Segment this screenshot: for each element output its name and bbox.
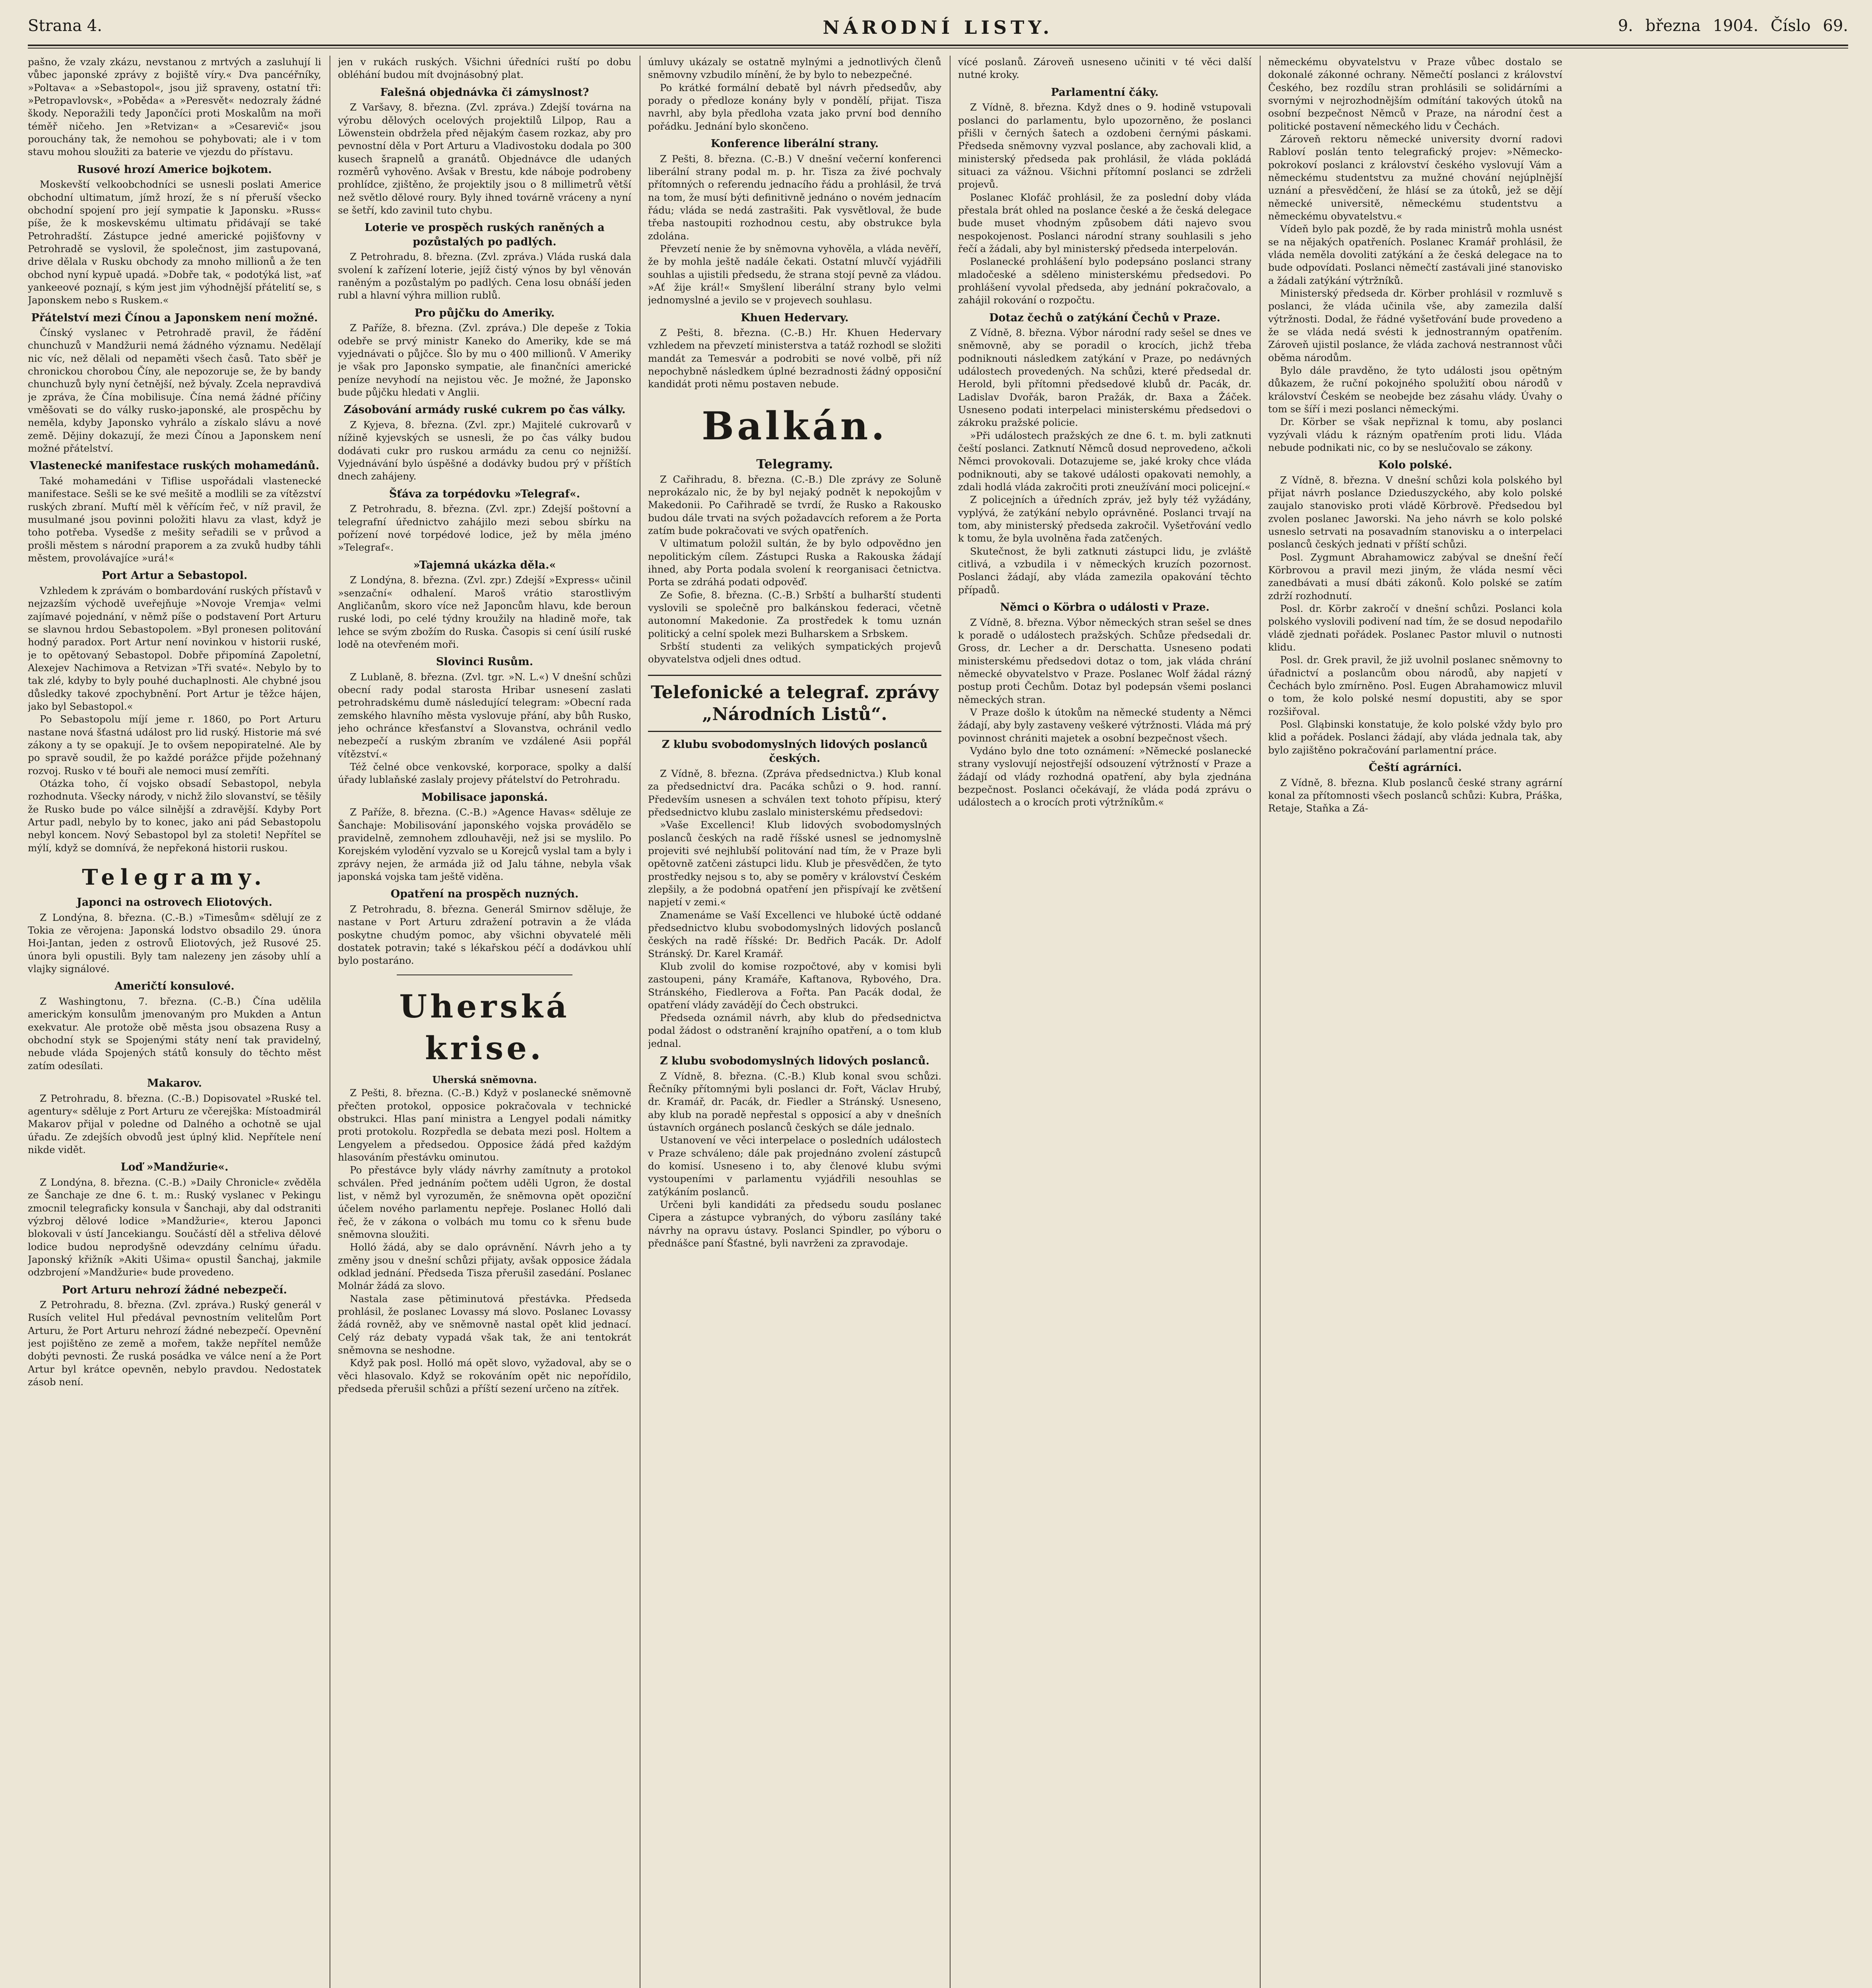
column-5 [1268, 56, 1562, 1988]
article-paragraph: Z Petrohradu, 8. března. (Zvl. zpráva.) Ruský generál v Rusích velitel Hul předával pevnostním velitelům Port Arturu, že Port Arturu nehrozí žádné nebezpečí. Opevnění jest pojištěno ze země a mořem, takže nepřítel nemůže dobýti pevnosti. Že ruská posádka ve válce není a že Port Artur byl krátce opevněn, nebylo pravdou. Nedostatek zásob není. [28, 1299, 321, 1388]
article-paragraph: Když pak posl. Holló má opět slovo, vyžadoval, aby se o věci hlasovalo. Když se rokováním opět nic nepořídilo, předseda přerušil schůzi a příští sezení určeno na zítřek. [338, 1357, 631, 1395]
article-paragraph: Z Petrohradu, 8. března. (C.-B.) Dopisovatel »Ruské tel. agentury« sděluje z Port Arturu ze včerejška: Místoadmirál Makarov přijal v poledne od Dalného a ochotně se ujal úřadu. Ze zdejších obvodů jest úplný klid. Nepřítele není nikde vidět. [28, 1092, 321, 1155]
article-paragraph: Posl. Gląbinski konstatuje, že kolo polské vždy bylo pro klid a pořádek. Poslanci žádají, aby vláda jednala tak, aby bylo zajištěno pokračování parlamentní práce. [1268, 718, 1562, 756]
article-paragraph: V Praze došlo k útokům na německé studenty a Němci žádají, aby byly zastaveny veškeré výtržnosti. Vláda má prý povinnost chrániti majetek a osobní bezpečnost všech. [958, 706, 1251, 744]
section-heading-hungarian-crisis: Uherská krise. [399, 987, 570, 1067]
article-paragraph: Z Vídně, 8. března. Výbor národní rady sešel se dnes ve sněmovně, aby se poradil o krocích, jichž třeba podniknouti následkem zatýkání v Praze, po nedávných událostech provedených. Na schůzi, které předsedal dr. Herold, byli přítomni předsedové klubů dr. Pacák, dr. Ladislav Dvořák, baron Pražák, dr. Baxa a Žáček. Usneseno podati interpelaci ministerskému předsedovi o zákroku pražské policie. [958, 327, 1251, 429]
article-headline: Falešná objednávka či zámyslnost? [380, 86, 589, 99]
newspaper-masthead-title: NÁRODNÍ LISTY. [823, 17, 1053, 38]
article-paragraph: V ultimatum položil sultán, že by bylo odpovědno jen nepolitickým cílem. Zástupci Ruska a Rakouska žádají ihned, aby Porta podala svolení k reorganisaci četnictva. Porta se zdráhá podati odpověď. [648, 538, 941, 588]
article-paragraph: Také mohamedáni v Tiflise uspořádali vlastenecké manifestace. Sešli se ke své mešitě a modlili se za vítězství ruských zbraní. Muftí měl k věřícím řeč, v níž pravil, že musulmané jsou povinni položiti hlavu za vlast, když je toho potřeba. Vysedše z mešity seřadili se v průvod a prošli městem s národní praporem a za zvuků hudby táhli městem, provolávajíce »urá!« [28, 475, 321, 564]
article-paragraph: Z policejních a úředních zpráv, jež byly též vyžádány, vyplývá, že zatýkání nebylo oprávněné. Poslanci trvají na tom, aby ministerský předseda zakročil. Vyšetřování vedlo k tomu, že byla uvolněna řada zatčených. [958, 494, 1251, 544]
section-heading-telegrams: Telegramy. [82, 864, 267, 890]
article-paragraph: Převzetí nenie že by sněmovna vyhověla, a vláda nevěří, že by mohla ještě nadále čekati. Ostatní mluvčí vyjádřili souhlas a ujistili předsedu, že strana stojí pevně za vládou. »Ať žije král!« Smyšlení liberální strany bylo velmi jednomyslné a jevilo se v projevech souhlasu. [648, 243, 941, 306]
article-headline: Port Arturu nehrozí žádné nebezpečí. [62, 1283, 287, 1296]
article-paragraph: vícé poslanů. Zároveň usneseno učiniti v té věci další nutné kroky. [958, 56, 1251, 81]
article-headline: Z klubu svobodomyslných lidových poslanců českých. [662, 738, 928, 765]
article-paragraph: Ustanovení ve věci interpelace o posledních událostech v Praze schváleno; dále pak projednáno zvolení zástupců do komisí. Usneseno i to, aby členové klubu svými vystoupeními v parlamentu vyjádřili nesouhlas se zatýkáním poslanců. [648, 1134, 941, 1198]
article-paragraph: Otázka toho, čí vojsko obsadí Sebastopol, nebyla rozhodnuta. Všecky národy, v nichž žilo slovanství, se těšily že Rusko bude po válce silnější a zdravější. Kdyby Port Artur padl, nebylo by to konec, jako ani pád Sebastopolu nebyl koncem. Nový Sebastopol byl za stoleti! Nepřítel se mýlí, když se domnívá, že nepřekoná historii ruskou. [28, 777, 321, 854]
article-headline: Přátelství mezi Čínou a Japonskem není možné. [31, 311, 318, 324]
article-headline: Slovinci Rusům. [436, 656, 533, 668]
article-headline: Němci o Körbra o události v Praze. [1000, 601, 1210, 614]
column-divider [950, 56, 951, 1988]
article-columns [28, 56, 1848, 1988]
section-subheading: Uherská sněmovna. [432, 1074, 537, 1085]
article-paragraph: Po Sebastopolu míjí jeme r. 1860, po Port Arturu nastane nová šťastná událost pro lid ruský. Historie má své zákony a ty se opakují. Je to ovšem nepopiratelné. Ale by po spravě soudil, že po každé porážce přijde požehnaný rozvoj. Rusko v té bouři ale nemoci musí zemříti. [28, 713, 321, 777]
article-paragraph: Předseda oznámil návrh, aby klub do předsednictva podal žádost o odstranění krajního opatření, a o tom klub jednal. [648, 1012, 941, 1049]
article-headline: Kolo polské. [1378, 459, 1453, 472]
article-paragraph: Posl. Zygmunt Abrahamowicz zabýval se dnešní řečí Körbrovou a pravil mezi jiným, že vláda nesmí věci zanedbávati a musí dbáti zákonů. Kolo polské se zatím zdrží rozhodnutí. [1268, 551, 1562, 602]
article-paragraph: Z Londýna, 8. března. (Zvl. zpr.) Zdejší »Express« učinil »senzační« odhalení. Maroš vrátio starostlivým Angličanům, skoro více než Japoncům hlavu, kde beroun ruské lodi, po celé týdny kroužily na hladině moře, tak lehce se svým zbožím do Ruska. Časopis si cení úsilí ruské lodě na otevřeném moři. [338, 574, 631, 650]
article-paragraph: Po přestávce byly vlády návrhy zamítnuty a protokol schválen. Před jednáním počtem uděli Ugron, že dostal list, v němž byl vyrozuměn, že sněmovna opět opoziční účelem nového parlamentu nepřeje. Poslanec Holló dali řeč, že v zákona o volbách mu tomu co k sřenu bude sněmovna sloužiti. [338, 1164, 631, 1241]
article-headline: Mobilisace japonská. [421, 791, 548, 804]
article-paragraph: úmluvy ukázaly se ostatně mylnými a jednotlivých členů sněmovny vzbudilo mínění, že by bylo to nebezpečné. [648, 56, 941, 81]
header-rule [28, 45, 1848, 46]
article-paragraph: Z Petrohradu, 8. března. Generál Smirnov sděluje, že nastane v Port Arturu zdražení potravin a že vláda poskytne chudým pomoc, aby všichni obyvatelé měli dostatek potravin; také s lékařskou péčí a dodávkou uhlí bylo postaráno. [338, 903, 631, 967]
article-paragraph: Z Washingtonu, 7. března. (C.-B.) Čína udělila americkým konsulům jmenovaným pro Mukden a Antun exekvatur. Ale protože obě města jsou obsazena Rusy a obchodní styk se Spojenými státy není tak pravidelný, nebude vláda Spojených států konsuly do těchto měst zatím odesílati. [28, 996, 321, 1072]
article-headline: Šťáva za torpédovku »Telegraf«. [389, 487, 580, 500]
article-paragraph: Bylo dále pravděno, že tyto události jsou opětným důkazem, že ruční pokojného spolužití obou národů v království Českém se neobejde bez zásahu vlády. Úvahy o tom se šíří i mezi poslanci německými. [1268, 364, 1562, 415]
column-4 [958, 56, 1251, 1988]
article-paragraph: Též čelné obce venkovské, korporace, spolky a další úřady lublaňské zaslaly projevy přátelství do Petrohradu. [338, 761, 631, 786]
article-paragraph: Z Vídně, 8. března. Výbor německých stran sešel se dnes k poradě o událostech pražských. Schůze předsedali dr. Gross, dr. Lecher a dr. Derschatta. Usneseno podati ministerskému předsedovi dotaz o tom, jak vláda chrání německé obyvatelstvo v Praze. Poslanec Wolf žádal rázný postup proti Čechům. Dotaz byl podepsán všemi poslanci německých stran. [958, 616, 1251, 705]
section-heading-balkan: Balkán. [702, 403, 888, 448]
article-paragraph: Ze Sofie, 8. března. (C.-B.) Srbští a bulharští studenti vyslovili se společně pro balkánskou federaci, včetně autonomní Makedonie. Za prostředek k tomu uznán politický a celní spolek mezi Bulharskem a Srbskem. [648, 589, 941, 639]
article-paragraph: Z Vídně, 8. března. (C.-B.) Klub konal svou schůzi. Řečníky přítomnými byli poslanci dr. Fořt, Václav Hrubý, dr. Kramář, dr. Pacák, dr. Fiedler a Stránský. Usneseno, aby klub na poradě nepřestal s opposicí a aby v dnešních ústavních orgánech poslanců českých se dále jednalo. [648, 1070, 941, 1134]
article-paragraph: Poslanecké prohlášení bylo podepsáno poslanci strany mladočeské a sděleno ministerskému předsedovi. Po prohlášení vyvolal předseda, aby jednání pokračovalo, a zahájil rokování o rozpočtu. [958, 256, 1251, 306]
article-paragraph: Z Pešti, 8. března. (C.-B.) Hr. Khuen Hedervary vzhledem na převzetí ministerstva a tatáž rozhodl se složiti mandát za Temesvár a podrobiti se nové volbě, při níž nepochybně následkem úplné bezradnosti žádný opposiční kandidát proti němu postaven nebude. [648, 327, 941, 390]
article-paragraph: pašno, že vzaly zkázu, nevstanou z mrtvých a zasluhují li vůbec japonské zprávy z bojiště víry.« Dva pancéřníky, »Poltava« a »Sebastopol«, jsou již spraveny, ostatní tři: »Petropavlovsk«, »Poběda« a »Peresvět« nedozraly žádné škody. Neporažili tedy Japončíci proti Moskalům na moři téměř ničeho. Jen »Retvizan« a »Cesarevič« jsou porouchány tak, že nemohou se pohybovati; ale i v tom stavu mohou sloužiti za baterie ve vjezdu do přístavu. [28, 56, 321, 158]
page-header [28, 17, 1848, 41]
article-headline: »Tajemná ukázka děla.« [413, 559, 556, 571]
article-paragraph: Z Londýna, 8. března. (C.-B.) »Daily Chronicle« zvěděla ze Šanchaje ze dne 6. t. m.: Ruský vyslanec v Pekingu zmocnil telegraficky konsula v Šanchaji, aby dal odstraniti výzbroj dělové lodice »Mandžurie«, kterou Japonci blokovali v ústí Jancekiangu. Součástí děl a střeliva dělové lodice budou neprodyšně odevzdány celnímu úřadu. Japonský křižník »Akiti Ušima« opustil Šanchaj, jakmile odzbrojení »Mandžurie« bude provedeno. [28, 1176, 321, 1278]
article-paragraph: Nastala zase pětiminutová přestávka. Předseda prohlásil, že poslanec Lovassy má slovo. Poslanec Lovassy žádá rovněž, aby ve sněmovně nastal opět klid jednací. Celý ráz debaty vypadá však tak, že ani tentokrát sněmovna se neshodne. [338, 1293, 631, 1356]
article-paragraph: Znamenáme se Vaší Excellenci ve hluboké úctě oddané předsednictvo klubu svobodomyslných lidových poslanců českých na radě říšské: Dr. Bedřich Pacák. Dr. Adolf Stránský. Dr. Karel Kramář. [648, 909, 941, 959]
article-paragraph: Z Petrohradu, 8. března. (Zvl. zpráva.) Vláda ruská dala svolení k zařízení loterie, jejíž čistý výnos by byl věnován raněným a pozůstalým po padlých. Cena losu obnáší jeden rubl a hlavní výhra million rublů. [338, 251, 631, 301]
article-paragraph: Z Vídně, 8. března. Když dnes o 9. hodině vstupovali poslanci do parlamentu, bylo upozorněno, že poslanci přišli v černých šatech a ozdobeni černými páskami. Předseda sněmovny vyzval poslance, aby zachovali klid, a ministerský předseda pak prohlásil, že vláda pokládá situaci za vážnou. Všichni přítomní poslanci se zdrželi projevů. [958, 101, 1251, 190]
article-paragraph: Posl. dr. Grek pravil, že již uvolnil poslanec sněmovny to úřadnictví a poslancům obou národů, aby napjetí v Čechách bylo zmírněno. Posl. Eugen Abrahamowicz mluvil o tom, že kolo polské nesmí dopustiti, aby se spor rozšiřoval. [1268, 654, 1562, 717]
article-paragraph: Z Petrohradu, 8. března. (Zvl. zpr.) Zdejší poštovní a telegrafní úřednictvo zahájilo mezi sebou sbírku na pořízení nové torpédové lodice, jež by měla jméno »Telegraf«. [338, 503, 631, 553]
article-paragraph: Vzhledem k zprávám o bombardování ruských přístavů v nejzazším východě uveřejňuje »Novoje Vremja« velmi zajímavé pojednání, v němž píše o podstavení Port Arturu se slavnou hrdou Sebastopolem. »Byl pronesen politování hodný paradox. Port Artur není novinkou v historii ruské, je to opětovaný Sebastopol. Dobře připomíná Zapoletní, Alexejev Nachimova a Retvizan »Tři svaté«. Nebylo by to tak zlé, kdyby to byly pouhé duchaplnosti. Ale chybné jsou důsledky takové zpochybnění. Port Artur je těžce hájen, jako byl Sebastopol.« [28, 584, 321, 712]
article-paragraph: Určeni byli kandidáti za předsedu soudu poslanec Cipera a zástupce vybraných, do výboru zasílány také návrhy na opravu ústavy. Poslanci Spindler, po výboru o přednášce paní Šťastné, byli navrženi za zpravodaje. [648, 1199, 941, 1249]
article-paragraph: Z Pešti, 8. března. (C.-B.) Když v poslanecké sněmovně přečten protokol, opposice pokračovala v technické obstrukci. Hlas paní ministra a Lengyel podali námitky proti protokolu. Rozpředla se debata mezi posl. Holtem a Lengyelem a předsedou. Opposice žádá před každým hlasováním přestávku ominutou. [338, 1087, 631, 1163]
article-headline: Opatření na prospěch nuzných. [390, 888, 579, 901]
article-paragraph: Dr. Körber se však nepřiznal k tomu, aby poslanci vyzývali vládu k rázným opatřením proti lidu. Vláda nebude podnikati nic, co by se neslučovalo se zákony. [1268, 416, 1562, 453]
article-paragraph: »Vaše Excellenci! Klub lidových svobodomyslných poslanců českých na radě říšské usnesl se jednomyslně projeviti své nejhlubší politování nad tím, že v Praze byli opětovně zatčeni zástupci lidu. Klub je přesvědčen, že tyto prostředky nejsou s to, aby se poměry v království Českém zlepšily, a že podobná opatření jen přispívají ke zvětšení napjetí v zemi.« [648, 819, 941, 908]
article-paragraph: Skutečnost, že byli zatknuti zástupci lidu, je zvláště citlivá, a vzbudila i v německých kruzích pozornost. Poslanci žádají, aby vláda zamezila opakování těchto případů. [958, 545, 1251, 596]
article-paragraph: Z Varšavy, 8. března. (Zvl. zpráva.) Zdejší továrna na výrobu dělových ocelových projektilů Lilpop, Rau a Löwenstein obdržela před nějakým časem rozkaz, aby pro pevnostní děla v Port Arturu a Vladivostoku dodala po 300 kusech šrapnelů a granátů. Objednávce dle udaných rozměrů vyhověno. Avšak v Brestu, kde náboje podrobeny prohlídce, zjištěno, že projektily jsou o 8 millimetrů větší než světlo dělové roury. Byly ihned továrně vráceny a nyní se šetří, kdo zavinil tuto chybu. [338, 101, 631, 216]
article-paragraph: Z Londýna, 8. března. (C.-B.) »Timesům« sdělují ze z Tokia ze věrojena: Japonská lodstvo obsadilo 29. února Hoi-Jantan, jeden z ostrovů Eliotových, jež Rusové 25. února byli opustili. Byly tam nalezeny jen zásoby uhlí a vlajky signálové. [28, 911, 321, 975]
article-paragraph: Vídeň bylo pak pozdě, že by rada ministrů mohla usnést se na nějakých opatřeních. Poslanec Kramář prohlásil, že vláda neměla dovoliti zatýkání a že česká delegace na to bude odpovídati. Poslanci němečtí zastávali jiné stanovisko a žádali zatýkání výtržníků. [1268, 223, 1562, 286]
issue-date-number: 9. března 1904. Číslo 69. [1618, 17, 1848, 35]
article-paragraph: Z Lublaně, 8. března. (Zvl. tgr. »N. L.«) V dnešní schůzi obecní rady podal starosta Hribar usnesení zaslati petrohradskému dumě následující telegram: »Obecní rada zemského hlavního města vyslovuje přání, aby bůh Rusko, jeho ochránce křesťanství a Slovanstva, ochránil vedlo nebezpečí a ruským zbraním ve vzdálené Asii popřál vítězství.« [338, 671, 631, 760]
column-1 [28, 56, 321, 1988]
article-headline: Parlamentní čáky. [1051, 86, 1159, 99]
column-3 [648, 56, 941, 1988]
article-headline: Dotaz čechů o zatýkání Čechů v Praze. [989, 311, 1220, 324]
header-rule-thin [28, 48, 1848, 49]
article-paragraph: Z Vídně, 8. března. (Zpráva předsednictva.) Klub konal za předsednictví dra. Pacáka schůzi o 9. hod. ranní. Především usnesen a schválen text tohoto přípisu, který předsednictvo klubu zaslalo ministerskému předsedovi: [648, 767, 941, 818]
article-paragraph: Z Kyjeva, 8. března. (Zvl. zpr.) Majitelé cukrovarů v nížině kyjevských se usnesli, že po čas války budou dodávati cukr pro ruskou armádu za cenu co nejnižší. Vyjednávání bylo úspěšné a dodávky budou prý v příštích dnech zahájeny. [338, 419, 631, 482]
article-paragraph: Z Pešti, 8. března. (C.-B.) V dnešní večerní konferenci liberální strany podal m. p. hr. Tisza za živé pochvaly přítomných o referendu jednacího řádu a prohlásil, že trvá na tom, že musí býti definitivně jednáno o novém jednacím řádu; vláda se nedá zastrašiti. Pak vysvětloval, že bude třeba nastoupiti rozhodnou cestu, aby obstrukce byla zdolána. [648, 153, 941, 242]
article-paragraph: německému obyvatelstvu v Praze vůbec dostalo se dokonalé zákonné ochrany. Němečtí poslanci z království Českého, bez rozdílu stran prohlásili se solidárními a svornými v nejrozhodnějším odmítání takových útoků na osobní bezpečnost Němců v Praze, na národní čest a politické postavení německého lidu v Čechách. [1268, 56, 1562, 132]
article-paragraph: »Při událostech pražských ze dne 6. t. m. byli zatknuti čeští poslanci. Zatknutí Němců dosud neprovedeno, ačkoli Němci provokovali. Dotazujeme se, jaké kroky chce vláda podniknouti, aby se takové události opakovati nemohly, a zdali hodlá vláda zakročiti proti zneužívání moci policejní.« [958, 429, 1251, 493]
article-paragraph: Poslanec Klofáč prohlásil, že za poslední doby vláda přestala brát ohled na poslance české a že česká delegace bude muset vhodným způsobem dáti najevo svou nespokojenost. Poslanci národní strany souhlasili s jeho řečí a žádali, aby byl ministerský předseda interpelován. [958, 191, 1251, 254]
article-paragraph: Z Paříže, 8. března. (Zvl. zpráva.) Dle depeše z Tokia odebře se prvý ministr Kaneko do Ameriky, kde se má vyjednávati o půjčce. Šlo by mu o 400 millionů. V Ameriky je však pro Japonsko sympatie, ale finančníci americké peníze nevyhodí na nejistou věc. Je možné, že Japonsko bude půjčku hledati v Anglii. [338, 322, 631, 398]
section-heading-telephone-reports: Telefonické a telegraf. zprávy „Národních Listů“. [648, 675, 941, 732]
article-paragraph: Čínský vyslanec v Petrohradě pravil, že řádění chunchuzů v Mandžurii nemá žádného významu. Nedělají nic víc, než dělali od nepaměti všech časů. Tato sběř je chronickou chorobou Číny, ale nepozoruje se, že by bandy chunchuzů byly nyní četnější, než bývaly. Zcela nepravdivá je zpráva, že Čína mobilisuje. Čína nemá žádné příčiny vměšovati se do války rusko-japonské, ale prospěchu by neměla, kdyby Japonsko vyhrálo a získalo slávu a nové země. Dějiny dokazují, že mezi Čínou a Japonskem není možné přátelství. [28, 327, 321, 454]
article-paragraph: Z Cařihradu, 8. března. (C.-B.) Dle zprávy ze Soluně neprokázalo nic, že by byl nejaký podnět k nepokojům v Makedonii. Po Cařihradě se tvrdí, že Rusko a Rakousko budou dále trvati na svých požadavcích reforem a že Porta zatím bude pokračovati ve svých opatřeních. [648, 473, 941, 537]
article-headline: Japonci na ostrovech Eliotových. [76, 896, 273, 909]
article-paragraph: Moskevští velkoobchodníci se usnesli poslati Americe obchodní ultimatum, jímž hrozí, že s ní přeruší všecko obchodní spojení pro její sympatie k Japonsku. »Russ« píše, že k moskevskému ultimatu přidávají se také Petrohradští. Zástupce jedné americké pojišťovny v Petrohradě se vyslovil, že společnost, jim zastupovaná, drive dělala v Rusku obchody za mnoho millionů a že ten obchod nyní kypuě upadá. »Dobře tak, « podotýká list, »ať yankeeové poznají, s kým jest jim výhodnější přátelití se, s Japonskem nebo s Ruskem.« [28, 179, 321, 306]
article-paragraph: Z Vídně, 8. března. Klub poslanců české strany agrární konal za přítomnosti všech poslanců schůzi: Kubra, Práška, Retaje, Staňka a Zá- [1268, 777, 1562, 814]
article-headline: Khuen Hedervary. [741, 311, 849, 324]
article-paragraph: Ministerský předseda dr. Körber prohlásil v rozmluvě s poslanci, že vláda učinila vše, aby zamezila další výtržnosti. Dodal, že řádné vyšetřování bude provedeno a že se vláda nedá svésti k jednostranným opatřením. Zároveň ujistil poslance, že vláda zachová nestrannost vůči oběma národům. [1268, 287, 1562, 363]
article-headline: Američtí konsulové. [114, 980, 235, 993]
article-paragraph: Vydáno bylo dne toto oznámení: »Německé poslanecké strany vyslovují nejostřejší odsouzení výtržností v Praze a žádají od vlády rozhodná opatření, aby byla zjednána bezpečnost. Poslanci očekávají, že vláda podá zprávu o událostech a o krocích proti výtržníkům.« [958, 745, 1251, 808]
article-paragraph: Z Vídně, 8. března. V dnešní schůzi kola polského byl přijat návrh poslance Dzieduszyckého, aby kolo polské zaujalo stanovisko proti vládě Körbrově. Předsedou byl zvolen poslanec Jaworski. Na jeho návrh se kolo polské usneslo setrvati na posavadním stanovisku a o interpelaci poslanců českých jednati v příští schůzi. [1268, 474, 1562, 550]
article-paragraph: Holló žádá, aby se dalo oprávnění. Návrh jeho a ty změny jsou v dnešní schůzi přijaty, avšak opposice žádala odklad jednání. Předseda Tisza přerušil zasedání. Poslanec Molnár žádá za slovo. [338, 1241, 631, 1292]
article-paragraph: Zároveň rektoru německé university dvorní radovi Rabloví poslán tento telegrafický projev: »Německo-pokrokoví poslanci z království českého vyslovují Vám a německému studentstvu za mužné chování nejúplnější uznání a přesvědčení, že hlásí se za útoků, jež se dějí německé universitě, německému studentstvu a německému obyvatelstvu.« [1268, 133, 1562, 222]
article-headline: Port Artur a Sebastopol. [101, 569, 248, 582]
article-headline: Rusové hrozí Americe bojkotem. [77, 163, 272, 176]
page-number-label: Strana 4. [28, 17, 102, 35]
article-headline: Loterie ve prospěch ruských raněných a pozůstalých po padlých. [365, 221, 605, 248]
article-paragraph: Po krátké formální debatě byl návrh předsedův, aby porady o předloze konány byly v pondělí, přijat. Tisza navrhl, aby byla předloha vzata jako první bod denního pořádku. Jednání bylo skončeno. [648, 82, 941, 132]
section-subheading: Telegramy. [756, 456, 833, 472]
article-paragraph: jen v rukách ruských. Všichni úředníci ruští po dobu obléhání budou mít dvojnásobný plat. [338, 56, 631, 81]
article-headline: Vlastenecké manifestace ruských mohamedánů. [29, 460, 320, 472]
article-headline: Konference liberální strany. [710, 137, 879, 150]
article-headline: Makarov. [147, 1077, 202, 1089]
article-paragraph: Klub zvolil do komise rozpočtové, aby v komisi byli zastoupeni, pány Kramáře, Kaftanova, Rybového, Dra. Stránského, Fiedlerova a Fořta. Pan Pacák dodal, že opatření vlády zavádějí do Čech obstrukci. [648, 960, 941, 1011]
article-headline: Loď »Mandžurie«. [120, 1161, 229, 1174]
article-headline: Pro půjčku do Ameriky. [414, 307, 555, 319]
article-paragraph: Z Paříže, 8. března. (C.-B.) »Agence Havas« sděluje ze Šanchaje: Mobilisování japonského vojska provádělo se pravidelně, zemnohem zdlouhavěji, než jsi se myslilo. Po Korejském vylodění vyzvalo se u Korejců vyslal tam a byly i zprávy nejen, že armáda již od Jalu táhne, nebyla však japonská vojska tam ještě viděna. [338, 806, 631, 883]
column-2 [338, 56, 631, 1988]
column-divider [1260, 56, 1261, 1988]
article-headline: Zásobování armády ruské cukrem po čas války. [343, 404, 626, 416]
article-paragraph: Posl. dr. Körbr zakročí v dnešní schůzi. Poslanci kola polského vyslovili podivení nad tím, že se dosud nepodařilo vládě zjednati pořádek. Poslanec Pastor mluvil o nutnosti klidu. [1268, 603, 1562, 653]
article-paragraph: Srbští studenti za velikých sympatických projevů obyvatelstva odjeli dnes odtud. [648, 641, 941, 665]
article-headline: Čeští agrárníci. [1368, 761, 1462, 774]
article-headline: Z klubu svobodomyslných lidových poslanců. [660, 1055, 929, 1068]
